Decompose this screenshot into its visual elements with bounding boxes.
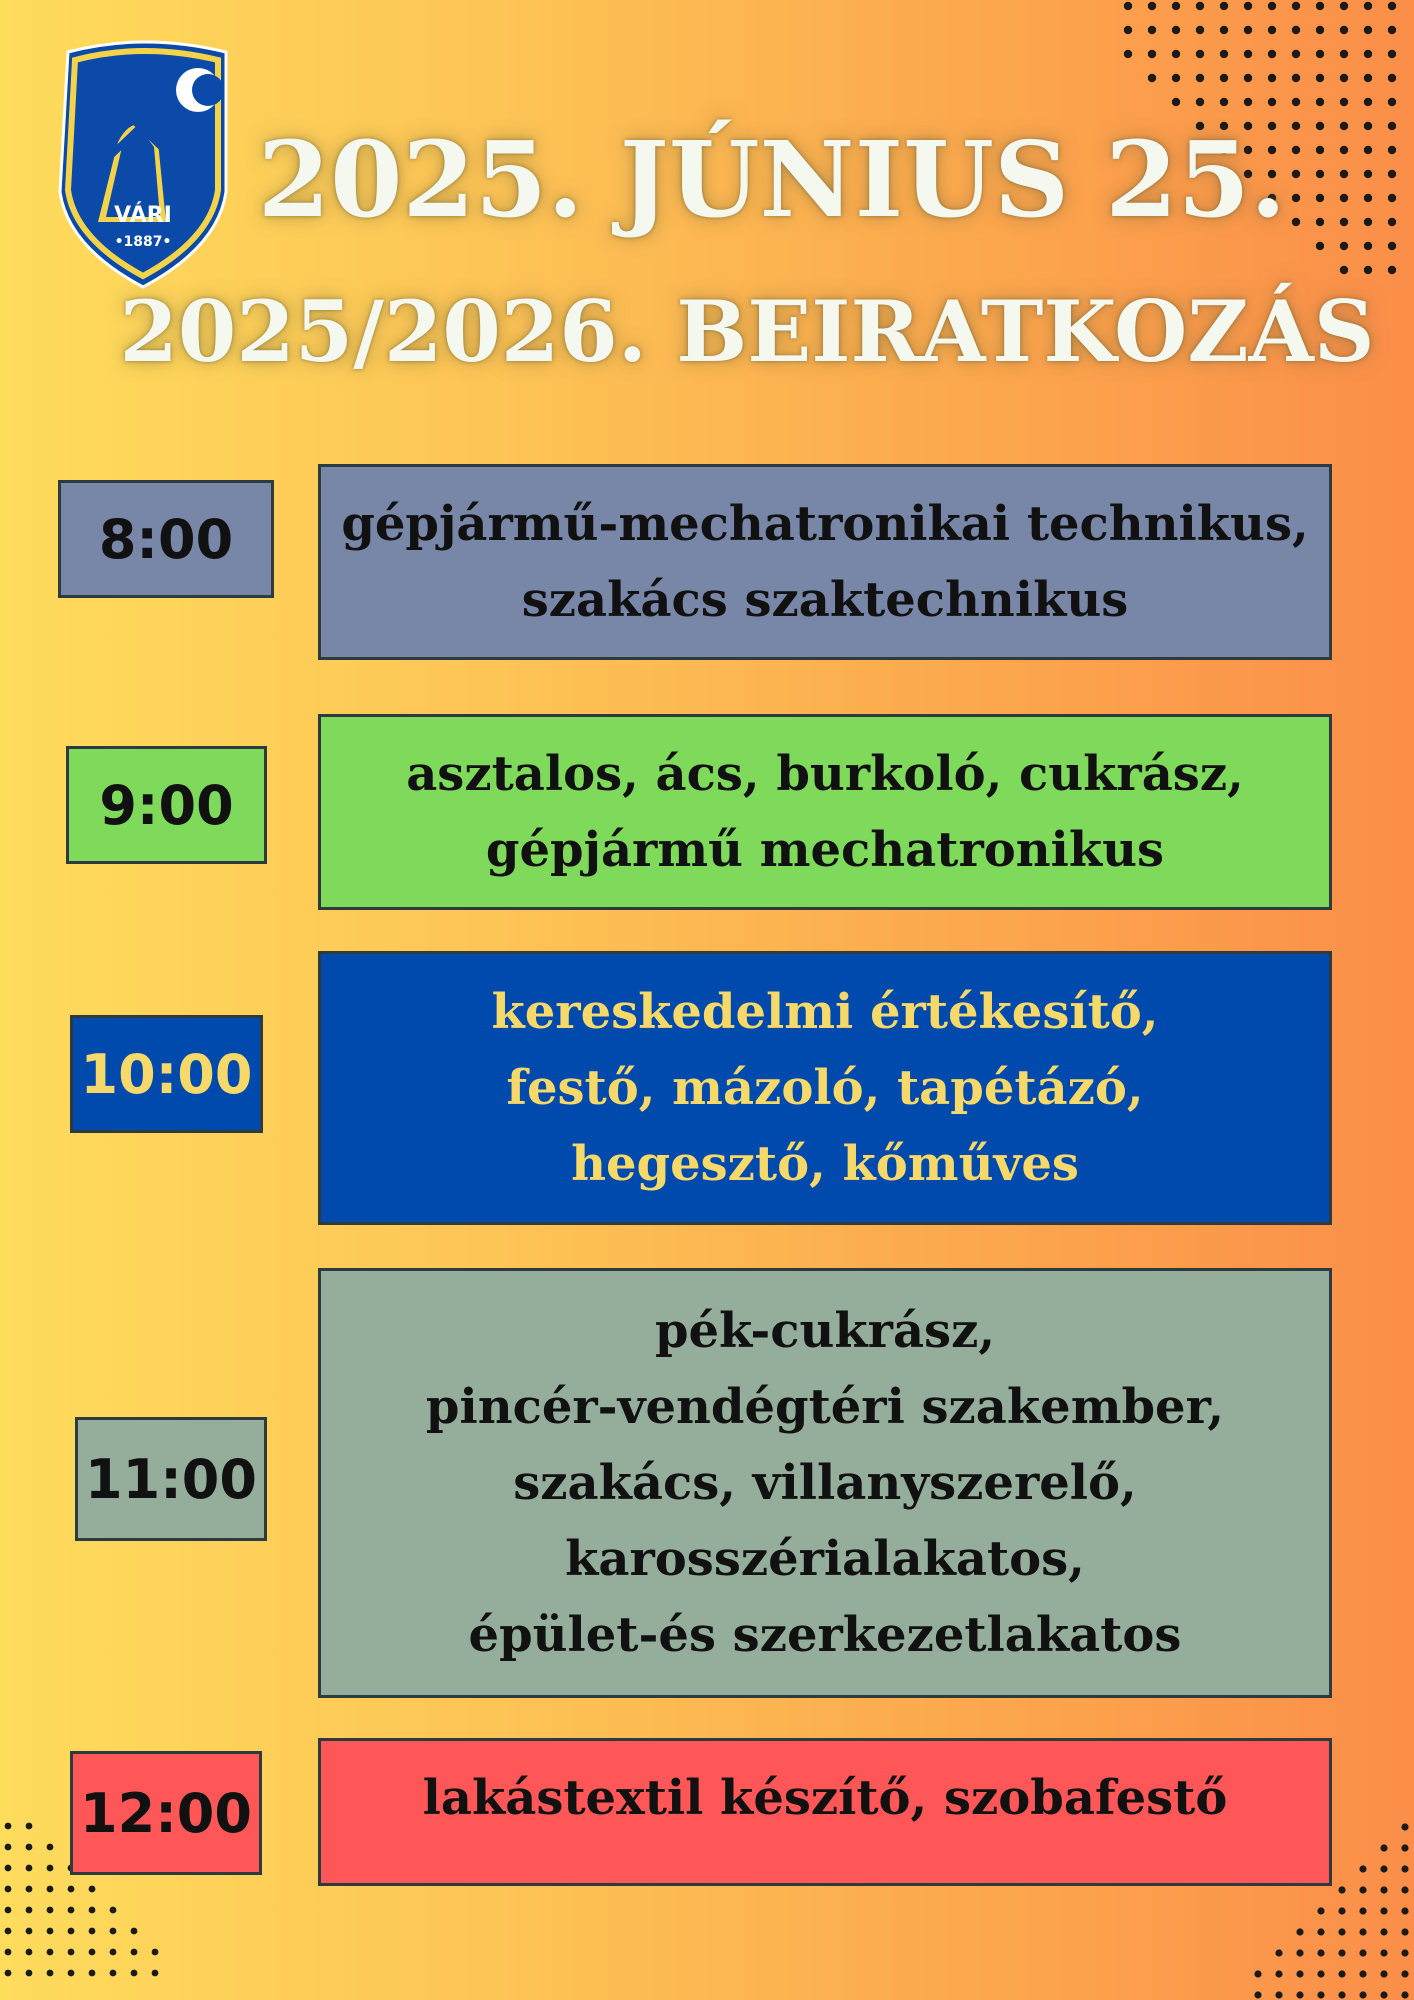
program-line: pincér-vendégtéri szakember,: [425, 1379, 1225, 1435]
dot: [5, 1949, 12, 1956]
dot: [68, 1907, 75, 1914]
dot: [1316, 74, 1324, 82]
dot: [1296, 1970, 1303, 1977]
time-slot-8: 8:00: [58, 480, 274, 598]
program-line: gépjármű mechatronikus: [485, 822, 1165, 878]
programs-10: [318, 951, 1332, 1225]
logo-name: VÁRI: [114, 203, 172, 228]
dot: [1317, 1949, 1324, 1956]
dot: [1401, 1886, 1408, 1893]
dot: [26, 1886, 33, 1893]
dot: [1220, 74, 1228, 82]
dot: [1316, 2, 1324, 10]
dot: [110, 1970, 117, 1977]
dot: [1338, 1949, 1345, 1956]
dot: [1380, 1928, 1387, 1935]
dot: [1338, 1886, 1345, 1893]
dot: [131, 1928, 138, 1935]
dot: [152, 1949, 159, 1956]
dot: [1401, 1970, 1408, 1977]
dot: [47, 1865, 54, 1872]
dot: [1268, 74, 1276, 82]
dot: [26, 1949, 33, 1956]
dot: [1244, 98, 1252, 106]
dot: [1220, 2, 1228, 10]
dot: [1388, 26, 1396, 34]
dot: [1172, 74, 1180, 82]
dot: [1340, 74, 1348, 82]
program-line: gépjármű-mechatronikai technikus,: [341, 496, 1309, 552]
dot: [1292, 2, 1300, 10]
dot: [1388, 242, 1396, 250]
dot: [1359, 1907, 1366, 1914]
dot: [1380, 1844, 1387, 1851]
dot: [1401, 1844, 1408, 1851]
dot: [1316, 242, 1324, 250]
program-line: karosszérialakatos,: [565, 1531, 1085, 1587]
dot: [1148, 26, 1156, 34]
program-line: hegesztő, kőműves: [571, 1136, 1079, 1192]
dot: [68, 1928, 75, 1935]
dot: [5, 1823, 12, 1830]
dot: [1316, 50, 1324, 58]
dot: [1268, 98, 1276, 106]
dot: [1268, 50, 1276, 58]
time-slot-9: 9:00: [66, 746, 267, 864]
dot: [5, 1886, 12, 1893]
dot: [1401, 1928, 1408, 1935]
time-slot-11: 11:00: [75, 1417, 267, 1541]
dot: [1380, 1949, 1387, 1956]
dot: [5, 1907, 12, 1914]
dot: [47, 1928, 54, 1935]
dot: [1380, 1865, 1387, 1872]
dot: [1401, 1823, 1408, 1830]
dot: [1148, 2, 1156, 10]
dot: [1275, 1991, 1282, 1998]
dot: [1359, 1970, 1366, 1977]
time-slot-12: 12:00: [70, 1751, 262, 1875]
programs-12: [318, 1738, 1332, 1886]
dot: [1359, 1991, 1366, 1998]
dot: [89, 1928, 96, 1935]
dot: [1338, 1991, 1345, 1998]
dot: [1364, 98, 1372, 106]
dot: [152, 1970, 159, 1977]
dot: [26, 1844, 33, 1851]
dot: [47, 1907, 54, 1914]
dot: [1401, 1907, 1408, 1914]
dot: [26, 1907, 33, 1914]
dot: [1244, 26, 1252, 34]
dot: [1172, 26, 1180, 34]
program-line: festő, mázoló, tapétázó,: [506, 1060, 1144, 1116]
dot: [1275, 1970, 1282, 1977]
dot: [1380, 1907, 1387, 1914]
dot: [68, 1949, 75, 1956]
dot: [26, 1865, 33, 1872]
dot: [1359, 1865, 1366, 1872]
dot: [1148, 74, 1156, 82]
dot: [1364, 26, 1372, 34]
dot: [5, 1928, 12, 1935]
program-line: épület-és szerkezetlakatos: [468, 1607, 1182, 1663]
dot: [131, 1970, 138, 1977]
dot: [110, 1907, 117, 1914]
dot: [1338, 1907, 1345, 1914]
dot: [1296, 1928, 1303, 1935]
program-line: lakástextil készítő, szobafestő: [422, 1770, 1228, 1826]
programs-9: [318, 714, 1332, 910]
dot: [1244, 74, 1252, 82]
dot: [1388, 266, 1396, 274]
dot: [1364, 242, 1372, 250]
enrollment-subtitle: 2025/2026. BEIRATKOZÁS: [119, 282, 1375, 381]
dot: [1317, 1907, 1324, 1914]
dot: [1388, 98, 1396, 106]
program-line: asztalos, ács, burkoló, cukrász,: [406, 746, 1244, 802]
dot: [1220, 98, 1228, 106]
time-slot-10: 10:00: [70, 1015, 263, 1133]
dot: [1364, 266, 1372, 274]
dot: [1388, 74, 1396, 82]
dot: [1254, 1991, 1261, 1998]
dot: [26, 1823, 33, 1830]
program-line: szakács szaktechnikus: [521, 572, 1129, 628]
dot: [89, 1970, 96, 1977]
dot: [1340, 266, 1348, 274]
dot: [1317, 1970, 1324, 1977]
dot: [26, 1928, 33, 1935]
dot: [5, 1865, 12, 1872]
dot: [131, 1949, 138, 1956]
dot: [1296, 1991, 1303, 1998]
program-line: szakács, villanyszerelő,: [513, 1455, 1137, 1511]
dot: [1388, 2, 1396, 10]
dot: [1359, 1928, 1366, 1935]
dot: [1364, 74, 1372, 82]
event-date-title: 2025. JÚNIUS 25.: [257, 118, 1287, 241]
dot: [26, 1970, 33, 1977]
dot: [1340, 242, 1348, 250]
dot: [1380, 1991, 1387, 1998]
dot: [1196, 98, 1204, 106]
dot: [1292, 26, 1300, 34]
dot: [1124, 50, 1132, 58]
dot: [1317, 1928, 1324, 1935]
program-line: kereskedelmi értékesítő,: [491, 984, 1159, 1040]
dot: [1340, 50, 1348, 58]
dot: [47, 1886, 54, 1893]
dot: [1401, 1949, 1408, 1956]
dot: [1220, 50, 1228, 58]
dot: [1316, 98, 1324, 106]
dot: [1401, 1991, 1408, 1998]
program-line: pék-cukrász,: [654, 1303, 996, 1359]
dot: [1172, 98, 1180, 106]
dot: [1124, 2, 1132, 10]
dot: [1338, 1970, 1345, 1977]
dot: [1275, 1949, 1282, 1956]
dot: [1316, 26, 1324, 34]
dot: [1340, 98, 1348, 106]
dot: [1364, 50, 1372, 58]
dot: [1292, 50, 1300, 58]
dot: [68, 1970, 75, 1977]
dot: [68, 1886, 75, 1893]
dot: [1220, 26, 1228, 34]
dot: [89, 1907, 96, 1914]
dot: [1359, 1949, 1366, 1956]
dot: [1148, 50, 1156, 58]
dot: [1401, 1865, 1408, 1872]
dot: [110, 1928, 117, 1935]
dot: [1196, 2, 1204, 10]
dot: [1296, 1949, 1303, 1956]
dot: [1172, 50, 1180, 58]
dot: [1196, 26, 1204, 34]
dot: [1196, 74, 1204, 82]
dot: [1244, 2, 1252, 10]
dot: [89, 1886, 96, 1893]
dot: [89, 1949, 96, 1956]
dot: [1292, 74, 1300, 82]
dot: [47, 1970, 54, 1977]
dot: [1244, 50, 1252, 58]
dot: [1196, 50, 1204, 58]
dot: [5, 1970, 12, 1977]
dot: [1124, 26, 1132, 34]
dot: [47, 1949, 54, 1956]
dot: [1364, 2, 1372, 10]
dot: [1380, 1886, 1387, 1893]
dot: [1340, 2, 1348, 10]
dot: [1380, 1970, 1387, 1977]
dot: [1340, 26, 1348, 34]
dot: [5, 1844, 12, 1851]
dot: [1338, 1928, 1345, 1935]
dot: [1292, 98, 1300, 106]
dot: [1254, 1970, 1261, 1977]
dot: [1317, 1991, 1324, 1998]
logo-year: •1887•: [114, 234, 172, 250]
dot: [1268, 2, 1276, 10]
dot: [110, 1949, 117, 1956]
programs-11: [318, 1268, 1332, 1698]
dot: [1172, 2, 1180, 10]
dot: [1388, 50, 1396, 58]
dot: [47, 1844, 54, 1851]
dot: [1268, 26, 1276, 34]
dot: [1359, 1886, 1366, 1893]
programs-8: [318, 464, 1332, 660]
